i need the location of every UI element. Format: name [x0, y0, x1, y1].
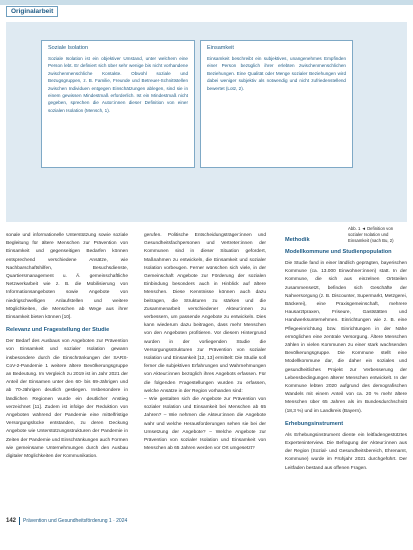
paragraph: gerufen. Politische Entscheidungsträger:innen und Gesundheitsfachpersonen und Vertreter:innen der Kommunen sind in dieser Situation gefordert, Maßnahmen zu entwickeln, die Einsamkeit und sozialer Isolation vorbeugen. Ferner wünschen sich viele, in der Gemeinschaft Angebote zur Förderung der sozialen Einbindung besonders auch in Hinblick auf ältere Menschen. Diese Kenntnisse können auch dazu beitragen, die Strukturen zu stärken und die Zusammenarbeit verschiedener Akteur:innen zu verbessern, um passende Angebote zu entwickeln. Dies kann wiederum dazu beitragen, dass mehr Menschen von den Angeboten profitieren. Vor diesem Hintergrund wurden in der vorliegenden Studie die Versorgungsstrukturen zur Prävention von sozialer Isolation und Einsamkeit [12, 13] ermittelt: Die Studie soll ferner die subjektiven Erfahrungen und Wahrnehmungen von Akteur:innen bezüglich ihres Angebots erfassen. Für die folgenden Fragestellungen wurden zu erfassen, welche Ansätze in der Region vorhanden sind:	[144, 233, 266, 394]
subsection-heading: Modellkommune und Studienpopulation	[285, 249, 392, 255]
page-number: 142	[6, 518, 17, 524]
box-title: Einsamkeit	[207, 45, 234, 51]
box-loneliness	[200, 40, 353, 168]
page-footer	[6, 514, 407, 528]
box-text: Einsamkeit beschreibt ein subjektives, unangenehmes Empfinden einer Person bezüglich ihrer erlebten zwischenmenschlichen Beziehungen. Eine Qualität oder Menge sozialer Beziehungen wird dabei weniger subjektiv als notwendig und nicht zufriedenstellend bewertet (Lotz, 2).	[207, 56, 346, 91]
paragraph: Der Bedarf des Ausbaus von Angeboten zur Prävention von Einsamkeit und sozialer Isolation gewann insbesondere durch die Einschränkungen der SARS-CoV-2-Pandemie 1 weitere ältere Bevölkerungsgruppe an Bedeutung. Im Vergleich zu 2019 ist im Jahr 2021 der Anteil der Einsamen unter den 60- bis 69-Jährigen und ab 70-Jährigen deutlich gestiegen. Insbesondere in ländlichen Regionen wurde ein deutlicher Anstieg verzeichnet [11]. Zudem ist infolge der Reduktion von Angeboten während der Pandemie eine mittelfristige Versorgungslücke entstanden, zu deren Deckung Angebote wie Unterstützungsstrukturen der Pandemie in Zeiten der Pandemie und Einschränkungen auch Formen wie gemeinsame Unternehmungen durch den Ausbau digitaler Möglichkeiten der Kommunikation.	[6, 339, 128, 460]
text-column-1	[6, 232, 128, 461]
footer-divider	[19, 517, 20, 525]
section-heading: Relevanz und Fragestellung der Studie	[6, 327, 110, 334]
paragraph: Die Studie fand in einer ländlich geprägten, bayerischen Kommune (ca. 13.000 Einwohner:innen) statt. In der Kommune, die sich aus einzelnen Ortsteilen zusammensetzt, befinden sich Geschäfte der Nahversorgung (z. B. Discounter, Supermarkt, Metzgerei, Bäckerei), eine Praxisgemeinschaft, mehrere Hausarztpraxen, Friseure, Gaststätten und Handwerksunternehmen. Einrichtungen wie z. B. eine Pflegeeinrichtung bzw. Einrichtungen in der Nähe ermöglichen eine zentrale Versorgung. Ältere Menschen zählen in vielen Kommunen zu einer stark wachsenden Bevölkerungsgruppe. Die Kommune stellt eine Modellkommune dar, die daher ein soziales und gesundheitliches Projekt zur Verbesserung der Lebensbedingungen älterer Menschen entwickelt. In der Kommune lebten 2020 aufgrund des demografischen Wandels mit einem Anteil von ca. 20 % mehr ältere Menschen über 65 Jahren als im Bundesdurchschnitt (18,3 %) und im Landkreis (Bayern).	[285, 261, 407, 414]
text-column-2	[144, 232, 266, 453]
box-text: Soziale Isolation ist ein objektiver Umstand, unter welchem eine Person lebt. Er definiert sich über sehr wenige bis nicht vorhandene zwischenmenschliche Kontakte. Obwohl soziale und Bezugsgruppen, z. B. Familie, Freunde und Betreuer-Schnittstellen zwischen Individuen entgegen Einschätzungen ablegen, sind sie in einem gewissen Mindestmaß erforderlich. Ist ein Mindestmaß nicht gegeben, sprechen die Autor:innen dieser Definition von einer sozialen Isolation (Mensch, 1).	[48, 56, 188, 113]
journal-name: Prävention und Gesundheitsförderung 1 · 2024	[23, 518, 128, 524]
section-heading: Methodik	[285, 237, 310, 243]
paragraph: Als Erhebungsinstrument diente ein leitfadengestütztes Experteninterview. Die Befragung der Akteur:innen aus der Region (Sozial- und Gesundheitsbereich, Ehrenamt, Kommune) wurde im Frühjahr 2021 durchgeführt. Der Leitfaden bestand aus offenen Fragen.	[285, 432, 407, 471]
subsection-heading: Erhebungsinstrument	[285, 420, 344, 427]
top-rule	[0, 0, 413, 5]
box-title: Soziale Isolation	[48, 45, 89, 51]
question-list: – Wie gestalten sich die Angebote zur Prävention von sozialer Isolation und Einsamkeit bei Menschen ab 65 Jahren? – Wie nehmen die Akteur:innen die Angebote wahr und welche Herausforderungen sehen sie bei der Umsetzung der Angebote? – Welche Angebote zur Prävention von sozialer Isolation und Einsamkeit von Menschen ab 65 Jahren werden vor Ort umgesetzt?	[144, 397, 266, 452]
section-label: Originalarbeit	[6, 6, 58, 17]
box-social-isolation	[41, 40, 195, 168]
text-column-3	[285, 236, 407, 473]
paragraph: sonale und informationelle Unterstützung sowie soziale Begleitung für ältere Menschen zur Prävention von Einsamkeit und gegenseitigen Bedarfen können entsprechend verschiedene Ansätze, wie Nachbarschaftshilfen, Besuchsdienste, Quartiersmanagement u. Ä. gemeinschaftliche Netzwerkarbeit wie z. B. die Mobilisierung von Informationsangeboten sowie Angebote von niedrigschwelligen Anlaufstellen und weitere Möglichkeiten, die Menschen ab Wege aus ihrer Einsamkeit bieten können [10].	[6, 233, 128, 321]
figure-caption: Abb. 1 ◄ Definition von sozialer Isolation und Einsamkeit (nach Bu, 2)	[348, 226, 394, 243]
